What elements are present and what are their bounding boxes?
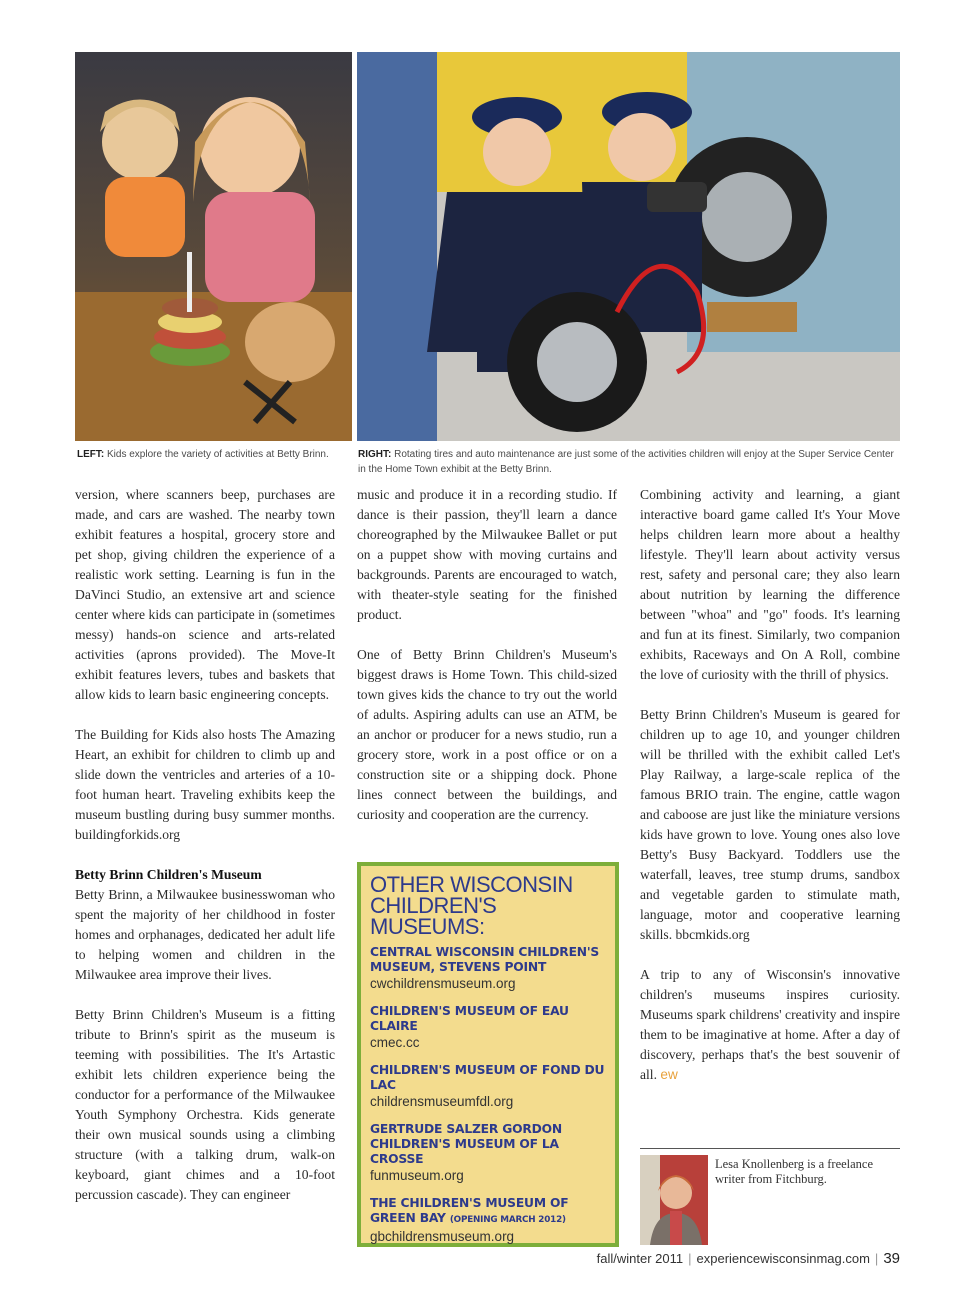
sidebar-title: OTHER WISCONSIN CHILDREN'S MUSEUMS:	[370, 872, 573, 939]
museum-name-text: CHILDREN'S MUSEUM OF EAU CLAIRE	[370, 1004, 569, 1033]
museum-name	[370, 1063, 607, 1093]
paragraph-closing	[640, 965, 900, 1085]
museum-name	[370, 945, 607, 975]
end-mark: ew	[660, 1067, 678, 1082]
paragraph: version, where scanners beep, purchases are made, and cars are washed. The nearby town exhibit features a hospital, grocery store and pet shop, giving children the experience of a realistic work setting. Learning is fun in the DaVinci Studio, an extensive art and science center where kids can participate in (sometimes messy) hands-on science and arts-related activities (aprons provided). The Move-It exhibit features levers, tubes and baskets that allow kids to learn basic engineering concepts.	[75, 487, 335, 702]
museum-name	[370, 1004, 607, 1034]
caption-right	[358, 447, 903, 477]
museum-url: gbchildrensmuseum.org	[370, 1229, 515, 1244]
article-column-1	[75, 485, 335, 1225]
museum-entry	[370, 1196, 607, 1245]
paragraph: Betty Brinn, a Milwaukee businesswoman who spent the majority of her childhood in foster homes and orphanages, dedicated her adult life to helping women and children in the Milwaukee area improve their lives.	[75, 887, 335, 982]
photo-kids-crafts	[75, 52, 352, 441]
author-bio: Lesa Knollenberg is a freelance writer from Fitchburg.	[715, 1157, 874, 1186]
museum-name	[370, 1122, 607, 1167]
paragraph: One of Betty Brinn Children's Museum's biggest draws is Home Town. This child-sized town gives kids the chance to try out the world of adults. Aspiring adults can use an ATM, be an anchor or producer for a news studio, run a grocery store, work in a post office or on a construction site or a shipping dock. Phone lines connect between the buildings, and curiosity and cooperation are the currency.	[357, 647, 617, 822]
museum-note: (OPENING MARCH 2012)	[449, 1215, 566, 1225]
author-photo	[640, 1155, 708, 1245]
museum-entry	[370, 1004, 607, 1051]
caption-right-label: RIGHT:	[358, 449, 392, 460]
other-museums-sidebar	[357, 862, 619, 1247]
article-column-3	[640, 485, 900, 1105]
page-footer	[597, 1250, 900, 1267]
caption-left-label: LEFT:	[77, 449, 105, 460]
page-number: 39	[883, 1250, 900, 1267]
caption-left	[77, 447, 362, 462]
section-heading: Betty Brinn Children's Museum	[75, 867, 262, 882]
museum-url: cwchildrensmuseum.org	[370, 976, 516, 991]
paragraph: Betty Brinn Children's Museum is geared for children up to age 10, and younger children will be thrilled with the exhibit called Let's Play Railway, a large-scale replica of the famous BRIO train. The engine, cattle wagon and caboose are just like the miniature versions kids have grown to love. Young ones also love Betty's Busy Backyard. Toddlers use the waterfall, leaves, tree stump drums, sandbox and vegetable garden to stimulate math, language, motor and cooperative learning skills. bbcmkids.org	[640, 707, 900, 942]
museum-entry	[370, 945, 607, 992]
museum-name-text: THE CHILDREN'S MUSEUM OF GREEN BAY	[370, 1196, 569, 1225]
museum-name-text: CHILDREN'S MUSEUM OF FOND DU LAC	[370, 1063, 605, 1092]
footer-separator: |	[688, 1251, 692, 1266]
museum-name-text: GERTRUDE SALZER GORDON CHILDREN'S MUSEUM OF LA CROSSE	[370, 1122, 562, 1166]
museum-url: cmec.cc	[370, 1035, 420, 1050]
caption-right-text: Rotating tires and auto maintenance are just some of the activities children will enjoy at the Super Service Center in the Home Town exhibit at the Betty Brinn.	[358, 449, 894, 475]
paragraph: Betty Brinn Children's Museum is a fitting tribute to Brinn's spirit as the museum is teeming with possibilities. The It's Artastic exhibit lets children experience being the conductor for a performance of the Milwaukee Youth Symphony Orchestra. Kids generate their own musical sounds using a climbing structure (with a talking drum, walk-on keyboard, giant chimes and a 10-foot percussion cascade). They can engineer	[75, 1007, 335, 1202]
museum-url: childrensmuseumfdl.org	[370, 1094, 514, 1109]
footer-website: experiencewisconsinmag.com	[696, 1251, 870, 1266]
museum-url: funmuseum.org	[370, 1168, 464, 1183]
footer-separator: |	[874, 1251, 879, 1266]
museum-name-text: CENTRAL WISCONSIN CHILDREN'S MUSEUM, STEVENS POINT	[370, 945, 600, 974]
paragraph: Combining activity and learning, a giant interactive board game called It's Your Move helps children learn more about a healthy lifestyle. They'll learn about activity versus rest, safety and personal care; they also learn about nutrition by learning the difference between "whoa" and "go" foods. It's learning and fun at its finest. Similarly, two companion exhibits, Raceways and On A Roll, combine the love of curiosity with the thrill of physics.	[640, 487, 900, 682]
museum-entry	[370, 1122, 607, 1184]
author-divider	[640, 1148, 900, 1149]
museum-entry	[370, 1063, 607, 1110]
museum-name	[370, 1196, 607, 1228]
caption-left-text: Kids explore the variety of activities at Betty Brinn.	[107, 449, 329, 460]
footer-issue: fall/winter 2011	[596, 1251, 684, 1266]
article-column-2	[357, 485, 617, 845]
photo-kids-tire-service	[357, 52, 900, 441]
paragraph: music and produce it in a recording studio. If dance is their passion, they'll learn a dance choreographed by the Milwaukee Ballet or put on a puppet show with moving curtains and backgrounds. Parents are encouraged to watch, with theater-style seating for the finished product.	[357, 487, 617, 622]
paragraph: The Building for Kids also hosts The Amazing Heart, an exhibit for children to climb up and slide down the ventricles and arteries of a 10-foot human heart. Traveling exhibits keep the museum bustling during busy summer months. buildingforkids.org	[75, 727, 335, 842]
closing-text: A trip to any of Wisconsin's innovative children's museums inspires curiosity. Museums spark childrens' creativity and inspire them to be imaginative at home. After a day of discovery, perhaps that's the best souvenir of all.	[640, 967, 900, 1082]
